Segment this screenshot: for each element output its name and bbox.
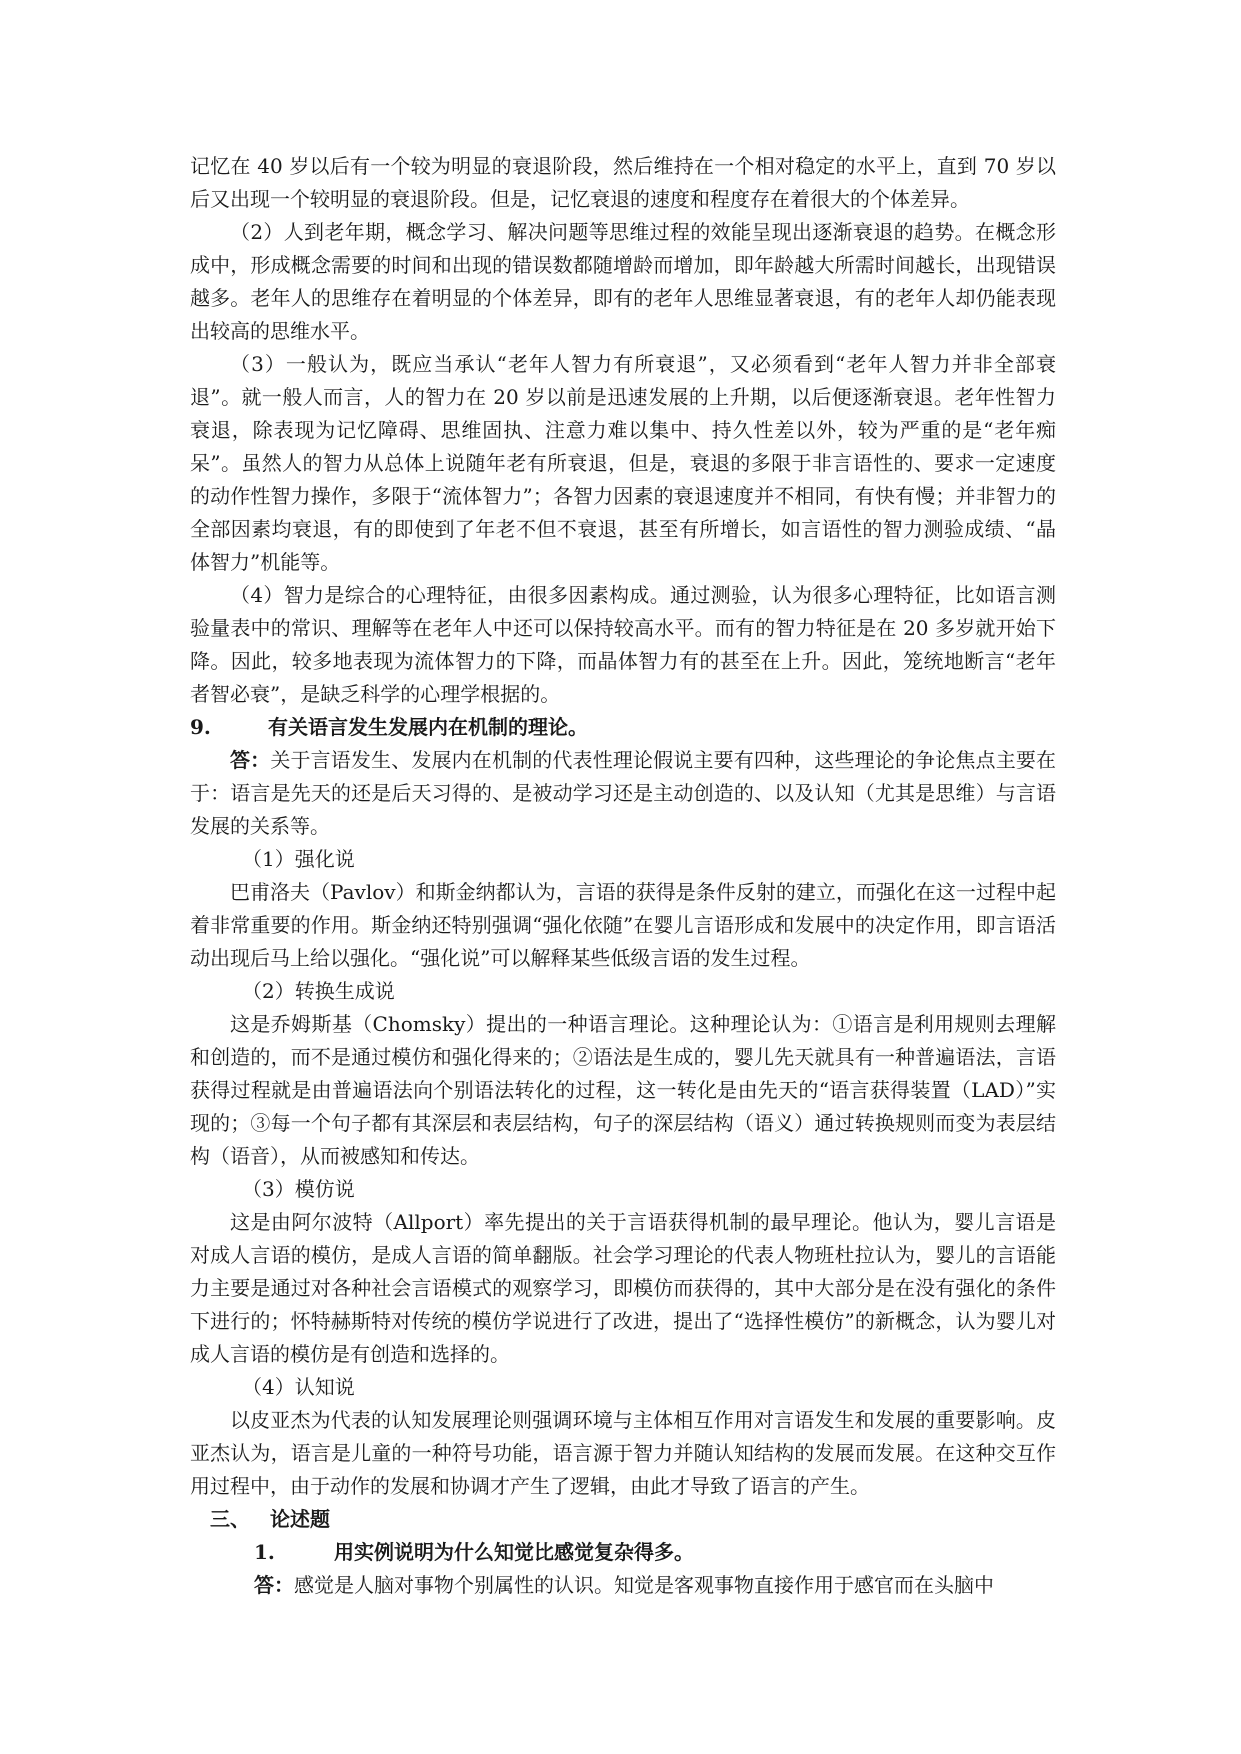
paragraph-intelligence-factors: （4）智力是综合的心理特征，由很多因素构成。通过测验，认为很多心理特征，比如语言测验量表中的常识、理解等在老年人中还可以保持较高水平。而有的智力特征是在 20 多岁就开始下降。因此，较多地表现为流体智力的下降，而晶体智力有的甚至在上升。因此，笼统地断言“老年者智必衰”，是缺乏科学的心理学根据的。 xyxy=(190,583,1056,706)
question-title: 用实例说明为什么知觉比感觉复杂得多。 xyxy=(334,1540,694,1564)
theory-text-transformational: 这是乔姆斯基（Chomsky）提出的一种语言理论。这种理论认为：①语言是利用规则去理解和创造的，而不是通过模仿和强化得来的；②语法是生成的，婴儿先天就具有一种普遍语法，言语获得过程就是由普遍语法向个别语法转化的过程，这一转化是由先天的“语言获得装置（LAD）”实现的；③每一个句子都有其深层和表层结构，句子的深层结构（语义）通过转换规则而变为表层结构（语音），从而被感知和传达。 xyxy=(190,1012,1056,1168)
paragraph-thinking: （2）人到老年期，概念学习、解决问题等思维过程的效能呈现出逐渐衰退的趋势。在概念形成中，形成概念需要的时间和出现的错误数都随增龄而增加，即年龄越大所需时间越长，出现错误越多。老年人的思维存在着明显的个体差异，即有的老年人思维显著衰退，有的老年人却仍能表现出较高的思维水平。 xyxy=(190,220,1056,343)
section-heading-essay xyxy=(190,1503,1056,1536)
theory-heading-cognitive: （4）认知说 xyxy=(242,1375,355,1399)
answer-label: 答： xyxy=(230,748,271,772)
theory-text-cognitive: 以皮亚杰为代表的认知发展理论则强调环境与主体相互作用对言语发生和发展的重要影响。皮亚杰认为，语言是儿童的一种符号功能，语言源于智力并随认知结构的发展而发展。在这种交互作用过程中，由于动作的发展和协调才产生了逻辑，由此才导致了语言的产生。 xyxy=(190,1408,1056,1498)
paragraph-intelligence: （3）一般认为，既应当承认“老年人智力有所衰退”，又必须看到“老年人智力并非全部衰退”。就一般人而言，人的智力在 20 岁以前是迅速发展的上升期，以后便逐渐衰退。老年性智力衰退，除表现为记忆障碍、思维固执、注意力难以集中、持久性差以外，较为严重的是“老年痴呆”。虽然人的智力从总体上说随年老有所衰退，但是，衰退的多限于非言语性的、要求一定速度的动作性智力操作，多限于“流体智力”；各智力因素的衰退速度并不相同，有快有慢；并非智力的全部因素均衰退，有的即使到了年老不但不衰退，甚至有所增长，如言语性的智力测验成绩、“晶体智力”机能等。 xyxy=(190,352,1056,574)
question-9-answer xyxy=(190,744,1056,843)
question-9-heading xyxy=(190,711,1056,744)
question-1-answer xyxy=(190,1569,1056,1602)
answer-label: 答： xyxy=(254,1573,294,1597)
theory-text-reinforcement: 巴甫洛夫（Pavlov）和斯金纳都认为，言语的获得是条件反射的建立，而强化在这一过程中起着非常重要的作用。斯金纳还特别强调“强化依随”在婴儿言语形成和发展中的决定作用，即言语活动出现后马上给以强化。“强化说”可以解释某些低级言语的发生过程。 xyxy=(190,880,1056,970)
theory-text-imitation: 这是由阿尔波特（Allport）率先提出的关于言语获得机制的最早理论。他认为，婴儿言语是对成人言语的模仿，是成人言语的简单翻版。社会学习理论的代表人物班杜拉认为，婴儿的言语能力主要是通过对各种社会言语模式的观察学习，即模仿而获得的，其中大部分是在没有强化的条件下进行的；怀特赫斯特对传统的模仿学说进行了改进，提出了“选择性模仿”的新概念，认为婴儿对成人言语的模仿是有创造和选择的。 xyxy=(190,1210,1056,1366)
theory-heading-imitation: （3）模仿说 xyxy=(242,1177,355,1201)
section-title: 论述题 xyxy=(270,1507,330,1531)
question-number: 1. xyxy=(254,1540,275,1564)
question-title: 有关语言发生发展内在机制的理论。 xyxy=(268,715,588,739)
answer-text: 感觉是人脑对事物个别属性的认识。知觉是客观事物直接作用于感官而在头脑中 xyxy=(294,1573,994,1597)
document-page xyxy=(190,150,1056,1602)
question-1-heading xyxy=(190,1536,1056,1569)
answer-text: 关于言语发生、发展内在机制的代表性理论假说主要有四种，这些理论的争论焦点主要在于：语言是先天的还是后天习得的、是被动学习还是主动创造的、以及认知（尤其是思维）与言语发展的关系等。 xyxy=(190,748,1057,838)
theory-heading-reinforcement: （1）强化说 xyxy=(242,847,355,871)
theory-heading-transformational: （2）转换生成说 xyxy=(242,979,395,1003)
section-number: 三、 xyxy=(210,1507,250,1531)
question-number: 9. xyxy=(190,715,211,739)
paragraph-memory: 记忆在 40 岁以后有一个较为明显的衰退阶段，然后维持在一个相对稳定的水平上，直到 70 岁以后又出现一个较明显的衰退阶段。但是，记忆衰退的速度和程度存在着很大的个体差异。 xyxy=(190,154,1056,211)
